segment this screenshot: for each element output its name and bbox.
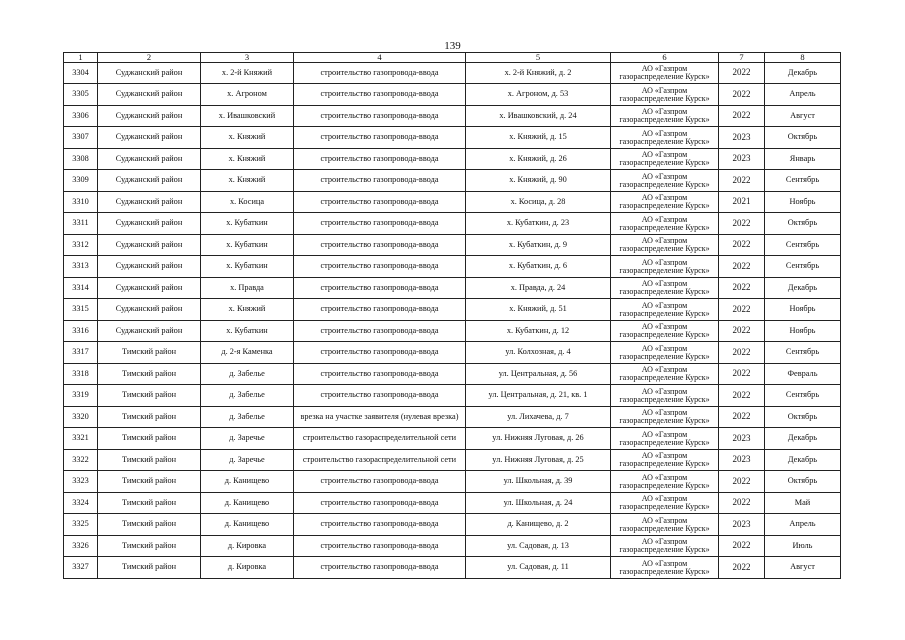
work-type-cell: строительство газопровода-ввода <box>294 471 466 493</box>
row-number-cell: 3325 <box>64 514 98 536</box>
organization-cell <box>611 277 719 299</box>
month-cell: Декабрь <box>765 449 841 471</box>
work-type-cell: строительство газопровода-ввода <box>294 492 466 514</box>
row-number-cell: 3321 <box>64 428 98 450</box>
organization-line: АО «Газпром <box>641 429 688 439</box>
work-type-cell: строительство газопровода-ввода <box>294 105 466 127</box>
table-row <box>64 191 841 213</box>
address-cell: ул. Центральная, д. 21, кв. 1 <box>466 385 611 407</box>
month-cell: Декабрь <box>765 428 841 450</box>
work-type-cell: строительство газораспределительной сети <box>294 428 466 450</box>
header-cell: 2 <box>98 53 201 63</box>
address-cell: х. Кубаткин, д. 6 <box>466 256 611 278</box>
settlement-cell: д. Канищево <box>201 471 294 493</box>
work-type-cell: строительство газопровода-ввода <box>294 62 466 84</box>
organization-cell <box>611 342 719 364</box>
organization-line: газораспределение Курск» <box>619 523 710 533</box>
address-cell: ул. Колхозная, д. 4 <box>466 342 611 364</box>
organization-line: газораспределение Курск» <box>619 115 710 125</box>
month-cell: Июль <box>765 535 841 557</box>
work-type-cell: строительство газопровода-ввода <box>294 557 466 579</box>
organization-line: газораспределение Курск» <box>619 308 710 318</box>
row-number-cell: 3319 <box>64 385 98 407</box>
month-cell: Сентябрь <box>765 234 841 256</box>
organization-cell <box>611 148 719 170</box>
address-cell: ул. Садовая, д. 11 <box>466 557 611 579</box>
work-type-cell: строительство газораспределительной сети <box>294 449 466 471</box>
organization-cell <box>611 514 719 536</box>
organization-cell <box>611 363 719 385</box>
organization-line: АО «Газпром <box>641 257 688 267</box>
table-row <box>64 234 841 256</box>
work-type-cell: врезка на участке заявителя (нулевая врезка) <box>294 406 466 428</box>
year-cell: 2022 <box>719 363 765 385</box>
organization-line: газораспределение Курск» <box>619 244 710 254</box>
organization-line: АО «Газпром <box>641 214 688 224</box>
organization-cell <box>611 449 719 471</box>
organization-line: газораспределение Курск» <box>619 545 710 555</box>
work-type-cell: строительство газопровода-ввода <box>294 234 466 256</box>
table-row <box>64 62 841 84</box>
settlement-cell: х. Княжий <box>201 127 294 149</box>
row-number-cell: 3317 <box>64 342 98 364</box>
organization-line: АО «Газпром <box>641 451 688 461</box>
table-row <box>64 170 841 192</box>
work-type-cell: строительство газопровода-ввода <box>294 191 466 213</box>
year-cell: 2022 <box>719 535 765 557</box>
row-number-cell: 3327 <box>64 557 98 579</box>
organization-line: газораспределение Курск» <box>619 287 710 297</box>
organization-cell <box>611 84 719 106</box>
organization-line: АО «Газпром <box>641 300 688 310</box>
settlement-cell: д. Заречье <box>201 449 294 471</box>
address-cell: ул. Школьная, д. 39 <box>466 471 611 493</box>
row-number-cell: 3326 <box>64 535 98 557</box>
address-cell: х. Кубаткин, д. 12 <box>466 320 611 342</box>
month-cell: Сентябрь <box>765 342 841 364</box>
row-number-cell: 3315 <box>64 299 98 321</box>
organization-cell <box>611 127 719 149</box>
organization-line: газораспределение Курск» <box>619 459 710 469</box>
row-number-cell: 3324 <box>64 492 98 514</box>
settlement-cell: х. Косица <box>201 191 294 213</box>
settlement-cell: д. Кировка <box>201 557 294 579</box>
year-cell: 2022 <box>719 213 765 235</box>
organization-cell <box>611 256 719 278</box>
row-number-cell: 3313 <box>64 256 98 278</box>
row-number-cell: 3311 <box>64 213 98 235</box>
district-cell: Тимский район <box>98 492 201 514</box>
address-cell: ул. Лихачева, д. 7 <box>466 406 611 428</box>
year-cell: 2022 <box>719 277 765 299</box>
work-type-cell: строительство газопровода-ввода <box>294 84 466 106</box>
settlement-cell: д. Кировка <box>201 535 294 557</box>
month-cell: Август <box>765 557 841 579</box>
row-number-cell: 3320 <box>64 406 98 428</box>
organization-line: газораспределение Курск» <box>619 351 710 361</box>
work-type-cell: строительство газопровода-ввода <box>294 127 466 149</box>
table-row <box>64 148 841 170</box>
district-cell: Суджанский район <box>98 170 201 192</box>
table-row <box>64 299 841 321</box>
organization-line: АО «Газпром <box>641 193 688 203</box>
table-body <box>64 53 841 579</box>
header-cell: 6 <box>611 53 719 63</box>
settlement-cell: х. 2-й Княжий <box>201 62 294 84</box>
address-cell: ул. Школьная, д. 24 <box>466 492 611 514</box>
organization-line: АО «Газпром <box>641 128 688 138</box>
year-cell: 2022 <box>719 406 765 428</box>
district-cell: Тимский район <box>98 471 201 493</box>
month-cell: Декабрь <box>765 62 841 84</box>
header-cell: 8 <box>765 53 841 63</box>
month-cell: Декабрь <box>765 277 841 299</box>
address-cell: ул. Нижняя Луговая, д. 26 <box>466 428 611 450</box>
year-cell: 2022 <box>719 385 765 407</box>
address-cell: х. 2-й Княжий, д. 2 <box>466 62 611 84</box>
work-type-cell: строительство газопровода-ввода <box>294 514 466 536</box>
district-cell: Суджанский район <box>98 127 201 149</box>
organization-cell <box>611 62 719 84</box>
address-cell: х. Косица, д. 28 <box>466 191 611 213</box>
month-cell: Октябрь <box>765 213 841 235</box>
organization-line: газораспределение Курск» <box>619 502 710 512</box>
address-cell: х. Правда, д. 24 <box>466 277 611 299</box>
register-table <box>63 52 841 579</box>
organization-cell <box>611 213 719 235</box>
work-type-cell: строительство газопровода-ввода <box>294 363 466 385</box>
month-cell: Сентябрь <box>765 170 841 192</box>
district-cell: Суджанский район <box>98 320 201 342</box>
settlement-cell: х. Княжий <box>201 148 294 170</box>
settlement-cell: х. Княжий <box>201 299 294 321</box>
district-cell: Суджанский район <box>98 148 201 170</box>
row-number-cell: 3305 <box>64 84 98 106</box>
settlement-cell: д. Канищево <box>201 514 294 536</box>
header-row <box>64 53 841 63</box>
organization-line: АО «Газпром <box>641 515 688 525</box>
organization-line: газораспределение Курск» <box>619 394 710 404</box>
month-cell: Сентябрь <box>765 385 841 407</box>
header-cell: 5 <box>466 53 611 63</box>
organization-line: газораспределение Курск» <box>619 265 710 275</box>
district-cell: Тимский район <box>98 406 201 428</box>
year-cell: 2023 <box>719 514 765 536</box>
district-cell: Тимский район <box>98 385 201 407</box>
header-cell: 7 <box>719 53 765 63</box>
organization-line: АО «Газпром <box>641 494 688 504</box>
settlement-cell: д. Заречье <box>201 428 294 450</box>
table-row <box>64 256 841 278</box>
organization-line: АО «Газпром <box>641 150 688 160</box>
organization-line: газораспределение Курск» <box>619 437 710 447</box>
year-cell: 2022 <box>719 471 765 493</box>
year-cell: 2022 <box>719 320 765 342</box>
row-number-cell: 3306 <box>64 105 98 127</box>
organization-line: АО «Газпром <box>641 472 688 482</box>
year-cell: 2022 <box>719 492 765 514</box>
organization-line: газораспределение Курск» <box>619 566 710 576</box>
organization-line: АО «Газпром <box>641 343 688 353</box>
work-type-cell: строительство газопровода-ввода <box>294 320 466 342</box>
organization-line: АО «Газпром <box>641 537 688 547</box>
organization-line: газораспределение Курск» <box>619 416 710 426</box>
district-cell: Тимский район <box>98 449 201 471</box>
address-cell: х. Княжий, д. 26 <box>466 148 611 170</box>
address-cell: х. Агроном, д. 53 <box>466 84 611 106</box>
year-cell: 2023 <box>719 449 765 471</box>
district-cell: Тимский район <box>98 342 201 364</box>
table-row <box>64 449 841 471</box>
organization-line: АО «Газпром <box>641 64 688 74</box>
month-cell: Февраль <box>765 363 841 385</box>
row-number-cell: 3307 <box>64 127 98 149</box>
table-row <box>64 406 841 428</box>
organization-line: газораспределение Курск» <box>619 72 710 82</box>
table-row <box>64 492 841 514</box>
settlement-cell: х. Кубаткин <box>201 213 294 235</box>
district-cell: Суджанский район <box>98 277 201 299</box>
work-type-cell: строительство газопровода-ввода <box>294 170 466 192</box>
organization-line: газораспределение Курск» <box>619 330 710 340</box>
header-cell: 1 <box>64 53 98 63</box>
organization-cell <box>611 535 719 557</box>
year-cell: 2022 <box>719 170 765 192</box>
row-number-cell: 3304 <box>64 62 98 84</box>
month-cell: Апрель <box>765 514 841 536</box>
organization-line: газораспределение Курск» <box>619 179 710 189</box>
work-type-cell: строительство газопровода-ввода <box>294 277 466 299</box>
organization-line: газораспределение Курск» <box>619 93 710 103</box>
organization-line: газораспределение Курск» <box>619 373 710 383</box>
month-cell: Октябрь <box>765 471 841 493</box>
address-cell: х. Ивашковский, д. 24 <box>466 105 611 127</box>
district-cell: Тимский район <box>98 557 201 579</box>
table-row <box>64 428 841 450</box>
table-row <box>64 105 841 127</box>
organization-line: АО «Газпром <box>641 386 688 396</box>
settlement-cell: д. 2-я Каменка <box>201 342 294 364</box>
settlement-cell: х. Агроном <box>201 84 294 106</box>
settlement-cell: х. Княжий <box>201 170 294 192</box>
row-number-cell: 3316 <box>64 320 98 342</box>
settlement-cell: д. Забелье <box>201 385 294 407</box>
month-cell: Сентябрь <box>765 256 841 278</box>
settlement-cell: х. Кубаткин <box>201 256 294 278</box>
district-cell: Суджанский район <box>98 299 201 321</box>
organization-line: АО «Газпром <box>641 558 688 568</box>
settlement-cell: х. Кубаткин <box>201 234 294 256</box>
month-cell: Апрель <box>765 84 841 106</box>
month-cell: Май <box>765 492 841 514</box>
address-cell: х. Кубаткин, д. 23 <box>466 213 611 235</box>
table-row <box>64 535 841 557</box>
address-cell: ул. Садовая, д. 13 <box>466 535 611 557</box>
organization-cell <box>611 428 719 450</box>
year-cell: 2022 <box>719 557 765 579</box>
organization-cell <box>611 105 719 127</box>
district-cell: Суджанский район <box>98 213 201 235</box>
organization-line: АО «Газпром <box>641 107 688 117</box>
month-cell: Октябрь <box>765 406 841 428</box>
organization-line: газораспределение Курск» <box>619 222 710 232</box>
month-cell: Ноябрь <box>765 191 841 213</box>
district-cell: Суджанский район <box>98 234 201 256</box>
district-cell: Суджанский район <box>98 62 201 84</box>
organization-line: газораспределение Курск» <box>619 201 710 211</box>
month-cell: Январь <box>765 148 841 170</box>
district-cell: Тимский район <box>98 363 201 385</box>
table-row <box>64 127 841 149</box>
organization-line: АО «Газпром <box>641 365 688 375</box>
settlement-cell: д. Забелье <box>201 406 294 428</box>
row-number-cell: 3322 <box>64 449 98 471</box>
table-row <box>64 320 841 342</box>
address-cell: ул. Центральная, д. 56 <box>466 363 611 385</box>
month-cell: Август <box>765 105 841 127</box>
organization-cell <box>611 385 719 407</box>
district-cell: Тимский район <box>98 428 201 450</box>
row-number-cell: 3314 <box>64 277 98 299</box>
address-cell: х. Княжий, д. 51 <box>466 299 611 321</box>
district-cell: Тимский район <box>98 535 201 557</box>
year-cell: 2022 <box>719 342 765 364</box>
district-cell: Суджанский район <box>98 191 201 213</box>
row-number-cell: 3308 <box>64 148 98 170</box>
year-cell: 2022 <box>719 84 765 106</box>
address-cell: х. Кубаткин, д. 9 <box>466 234 611 256</box>
organization-line: АО «Газпром <box>641 236 688 246</box>
table-row <box>64 514 841 536</box>
organization-cell <box>611 492 719 514</box>
table-row <box>64 342 841 364</box>
organization-line: газораспределение Курск» <box>619 136 710 146</box>
table-row <box>64 363 841 385</box>
year-cell: 2023 <box>719 148 765 170</box>
work-type-cell: строительство газопровода-ввода <box>294 299 466 321</box>
settlement-cell: х. Ивашковский <box>201 105 294 127</box>
year-cell: 2022 <box>719 299 765 321</box>
settlement-cell: х. Кубаткин <box>201 320 294 342</box>
district-cell: Тимский район <box>98 514 201 536</box>
table-row <box>64 471 841 493</box>
header-cell: 3 <box>201 53 294 63</box>
address-cell: х. Княжий, д. 90 <box>466 170 611 192</box>
work-type-cell: строительство газопровода-ввода <box>294 342 466 364</box>
settlement-cell: х. Правда <box>201 277 294 299</box>
row-number-cell: 3323 <box>64 471 98 493</box>
table-row <box>64 277 841 299</box>
district-cell: Суджанский район <box>98 256 201 278</box>
settlement-cell: д. Забелье <box>201 363 294 385</box>
organization-cell <box>611 406 719 428</box>
year-cell: 2022 <box>719 62 765 84</box>
work-type-cell: строительство газопровода-ввода <box>294 385 466 407</box>
month-cell: Ноябрь <box>765 299 841 321</box>
row-number-cell: 3312 <box>64 234 98 256</box>
organization-line: АО «Газпром <box>641 322 688 332</box>
year-cell: 2022 <box>719 234 765 256</box>
table-row <box>64 385 841 407</box>
work-type-cell: строительство газопровода-ввода <box>294 148 466 170</box>
year-cell: 2023 <box>719 127 765 149</box>
row-number-cell: 3318 <box>64 363 98 385</box>
address-cell: д. Канищево, д. 2 <box>466 514 611 536</box>
work-type-cell: строительство газопровода-ввода <box>294 256 466 278</box>
table-row <box>64 84 841 106</box>
table-row <box>64 557 841 579</box>
settlement-cell: д. Канищево <box>201 492 294 514</box>
organization-line: газораспределение Курск» <box>619 480 710 490</box>
organization-line: АО «Газпром <box>641 279 688 289</box>
work-type-cell: строительство газопровода-ввода <box>294 535 466 557</box>
organization-line: АО «Газпром <box>641 408 688 418</box>
organization-cell <box>611 234 719 256</box>
month-cell: Октябрь <box>765 127 841 149</box>
organization-cell <box>611 170 719 192</box>
organization-cell <box>611 471 719 493</box>
organization-cell <box>611 557 719 579</box>
page-number: 139 <box>444 40 461 52</box>
organization-cell <box>611 191 719 213</box>
row-number-cell: 3309 <box>64 170 98 192</box>
organization-line: АО «Газпром <box>641 85 688 95</box>
address-cell: ул. Нижняя Луговая, д. 25 <box>466 449 611 471</box>
work-type-cell: строительство газопровода-ввода <box>294 213 466 235</box>
row-number-cell: 3310 <box>64 191 98 213</box>
organization-line: АО «Газпром <box>641 171 688 181</box>
header-cell: 4 <box>294 53 466 63</box>
district-cell: Суджанский район <box>98 105 201 127</box>
organization-cell <box>611 320 719 342</box>
table-row <box>64 213 841 235</box>
organization-cell <box>611 299 719 321</box>
organization-line: газораспределение Курск» <box>619 158 710 168</box>
address-cell: х. Княжий, д. 15 <box>466 127 611 149</box>
month-cell: Ноябрь <box>765 320 841 342</box>
district-cell: Суджанский район <box>98 84 201 106</box>
year-cell: 2021 <box>719 191 765 213</box>
year-cell: 2022 <box>719 105 765 127</box>
year-cell: 2023 <box>719 428 765 450</box>
year-cell: 2022 <box>719 256 765 278</box>
